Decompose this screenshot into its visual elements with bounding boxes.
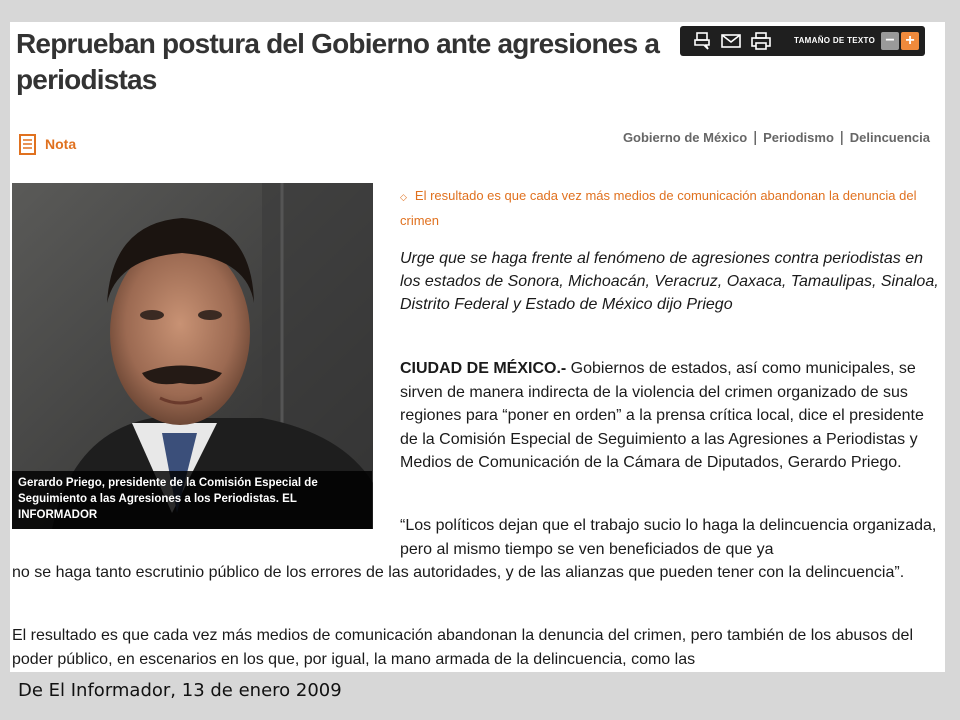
- dateline: CIUDAD DE MÉXICO.-: [400, 360, 567, 377]
- printer-icon[interactable]: [750, 31, 772, 51]
- document-icon: [18, 133, 38, 157]
- text-size-label: TAMAÑO DE TEXTO: [794, 36, 876, 45]
- article-paragraph: [400, 357, 940, 475]
- article-paragraph: no se haga tanto escrutinio público de los errores de las autoridades, y de las alianzas que pueden tener con la delincuencia”.: [12, 564, 905, 581]
- paragraph-text: Gobiernos de estados, así como municipales, se sirven de manera indirecta de la violencia del crimen organizado de sus regiones para “poner en orden” a la prensa crítica local, dice el presidente de la Comisión Especial de Seguimiento a las Agresiones a Periodistas y Medios de Comunicación de la Cámara de Diputados, Gerardo Priego.: [400, 360, 924, 471]
- related-link-text[interactable]: El resultado es que cada vez más medios de comunicación abandonan la denuncia del crimen: [400, 188, 917, 228]
- email-icon[interactable]: [720, 31, 742, 51]
- increase-text-button[interactable]: +: [901, 32, 919, 50]
- bullet-icon: ◇: [400, 192, 407, 202]
- category-links: [623, 129, 930, 146]
- article-paragraph: “Los políticos dejan que el trabajo sucio lo haga la delincuencia organizada, pero al mismo tiempo se ven beneficiados de que ya: [400, 517, 937, 558]
- photo-caption: Gerardo Priego, presidente de la Comisión Especial de Seguimiento a las Agresiones a los Periodistas. EL INFORMADOR: [12, 471, 372, 529]
- category-separator: |: [753, 129, 758, 146]
- decrease-text-button[interactable]: −: [881, 32, 899, 50]
- category-link-delincuencia[interactable]: Delincuencia: [849, 130, 930, 145]
- article-toolbar: [680, 26, 925, 56]
- related-article-link[interactable]: [400, 184, 940, 232]
- print-icon[interactable]: [692, 31, 714, 51]
- article-headline: Reprueban postura del Gobierno ante agresiones a periodistas: [16, 28, 660, 95]
- section-label: Nota: [45, 136, 77, 152]
- article-paragraph: El resultado es que cada vez más medios de comunicación abandonan la denuncia del crimen, pero también de los abusos del poder público, en escenarios en los que, por igual, la mano armada de la delincuencia, como las: [12, 627, 913, 668]
- category-separator: |: [839, 129, 844, 146]
- article-subhead: Urge que se haga frente al fenómeno de agresiones contra periodistas en los estados de Sonora, Michoacán, Veracruz, Oaxaca, Tamaulipas, Sinaloa, Distrito Federal y Estado de México dijo Priego: [400, 250, 939, 313]
- source-caption: De El Informador, 13 de enero 2009: [18, 680, 342, 701]
- article-photo: [12, 183, 373, 529]
- category-link-gobierno[interactable]: Gobierno de México: [622, 130, 748, 145]
- article-page: [10, 22, 945, 672]
- category-link-periodismo[interactable]: Periodismo: [763, 130, 834, 145]
